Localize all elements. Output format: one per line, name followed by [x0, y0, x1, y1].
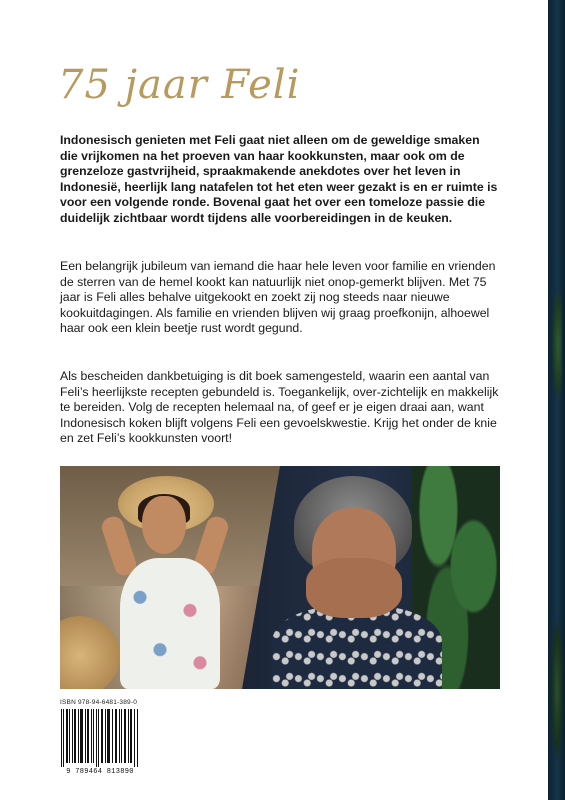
cover-title: 75 jaar Feli [58, 62, 301, 108]
body-paragraph-2: Als bescheiden dankbetuiging is dit boek samengesteld, waarin een aantal van Feli’s heerlijkste recepten gebundeld is. Toegankelijk, over-zichtelijk en makkelijk te bereiden. Volg de recepten helemaal na, of geef er je eigen draai aan, want Indonesisch koken blijft volgens Feli een gevoelskwestie. Krijg het onder de knie en zet Feli’s kookkunsten voort! [60, 369, 499, 446]
older-feli-photo [242, 466, 500, 689]
barcode-number: 9 789464 813890 [66, 768, 134, 776]
intro-paragraph: Indonesisch genieten met Feli gaat niet alleen om de geweldige smaken die vrijkomen na het proeven van haar kookkunsten, maar ook om de grenzeloze gastvrijheid, spraakmakende anekdotes over het leven in Indonesië, heerlijk lang natafelen tot het eten weer gezakt is en er ruimte is voor een volgende ronde. Bovenal gaat het over een tomeloze passie die duidelijk zichtbaar wordt tijdens alle voorbereidingen in de keuken. [60, 133, 498, 225]
body-paragraph-1: Een belangrijk jubileum van iemand die haar hele leven voor familie en vrienden de sterren van de hemel kookt kan natuurlijk niet onop-gemerkt blijven. Met 75 jaar is Feli alles behalve uitgekookt en zoekt zij nog steeds naar nieuwe kookuitdagingen. Als familie en vrienden blijven wij graag proefkonijn, alhoewel haar ook een klein beetje rust wordt gegund. [60, 259, 496, 336]
isbn-label: ISBN 978-94-6481-389-0 [60, 699, 138, 706]
barcode-icon [60, 709, 140, 767]
book-spine [548, 0, 565, 800]
